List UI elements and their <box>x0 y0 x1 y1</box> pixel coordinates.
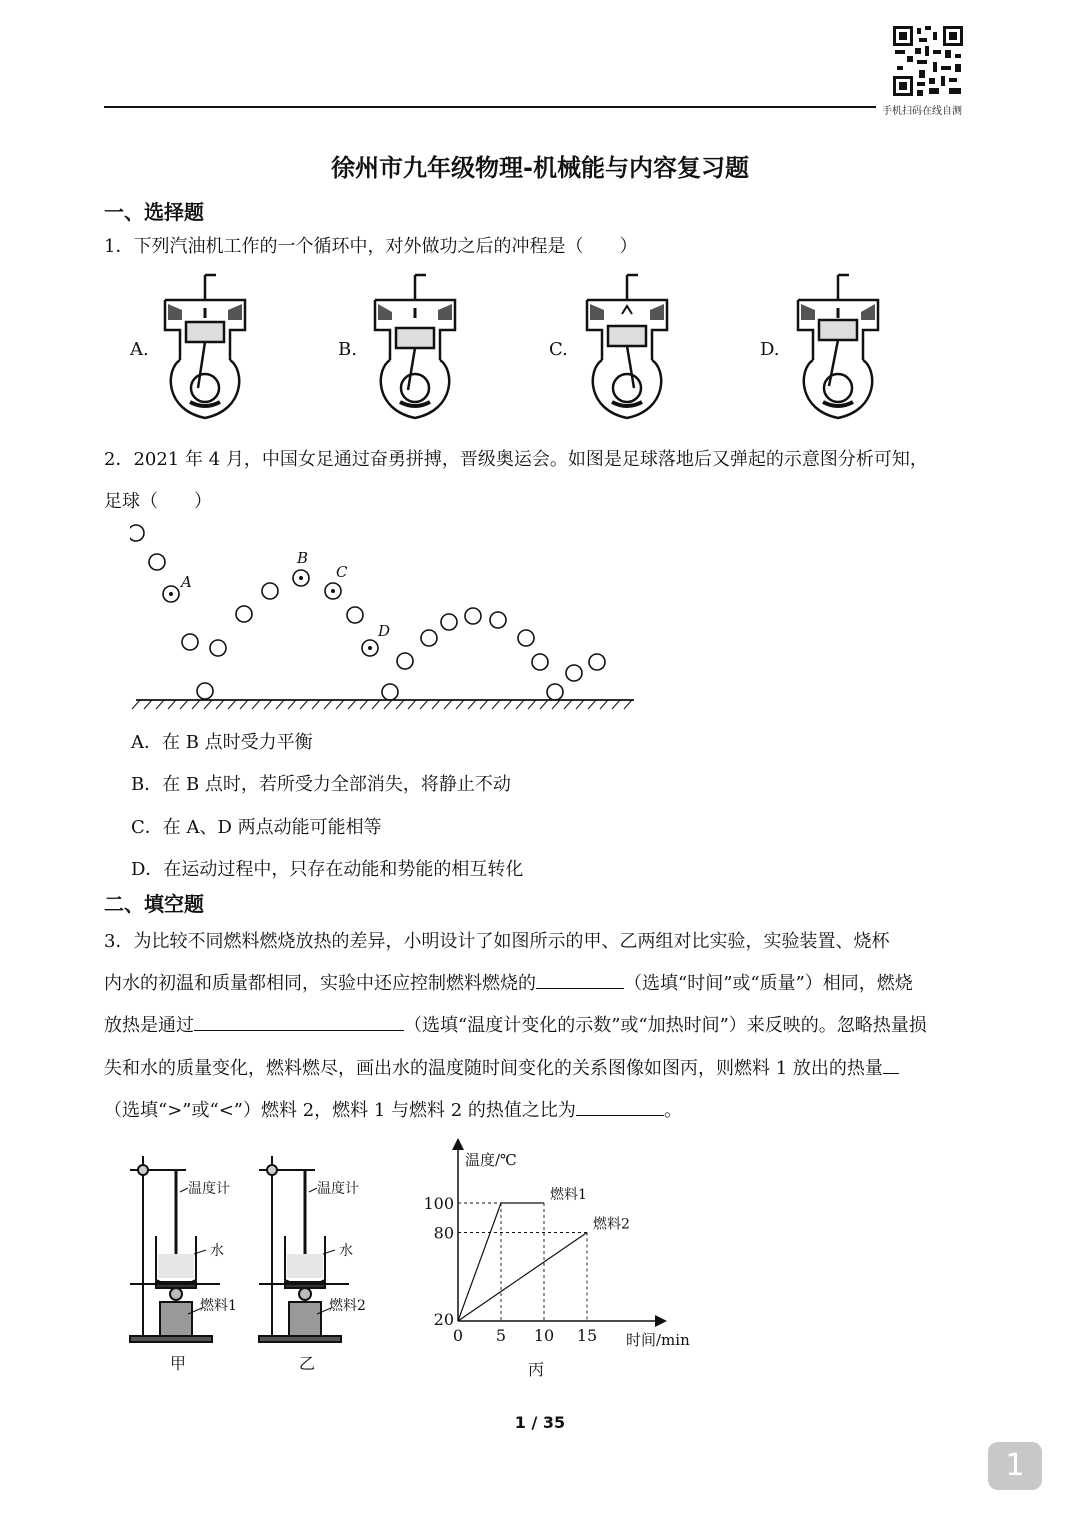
qr-caption: 手机扫码在线自测 <box>882 106 962 117</box>
series-line-2 <box>458 1233 587 1322</box>
q1-option-label-a: A. <box>130 339 149 360</box>
q2-option-d: D．在运动过程中，只存在动能和势能的相互转化 <box>131 859 524 880</box>
question-3-line1: 3．为比较不同燃料燃烧放热的差异，小明设计了如图所示的甲、乙两组对比实验，实验装置、烧杯 <box>104 931 890 952</box>
q2-option-c: C．在 A、D 两点动能可能相等 <box>131 817 382 838</box>
x-tick-label-10: 10 <box>533 1326 555 1345</box>
ball-bounce-diagram <box>130 520 640 710</box>
question-2-stem-line1: 2．2021 年 4 月，中国女足通过奋勇拼搏，晋级奥运会。如图是足球落地后又弹起的示意图分析可知， <box>104 449 928 470</box>
y-tick-label-80: 80 <box>433 1223 454 1243</box>
series-label-1: 燃料1 <box>550 1187 587 1203</box>
answer-blank-2 <box>194 1012 404 1031</box>
engine-diagram-b <box>370 270 460 425</box>
q1-option-label-b: B. <box>338 339 357 360</box>
jia-water-label: 水 <box>210 1243 224 1259</box>
engine-diagram-c <box>582 270 672 425</box>
engine-diagram-d <box>793 270 883 425</box>
ball-point-label-a: A <box>181 573 192 591</box>
section-heading-fill: 二、填空题 <box>104 892 204 916</box>
ball-point-label-c: C <box>336 563 348 581</box>
question-1-stem: 1．下列汽油机工作的一个循环中，对外做功之后的冲程是（ ） <box>104 236 638 257</box>
temperature-time-chart <box>420 1135 710 1380</box>
answer-blank-3 <box>883 1055 899 1074</box>
section-heading-choice: 一、选择题 <box>104 200 204 224</box>
qr-code <box>893 26 963 96</box>
question-3-line5: （选填“>”或“<”）燃料 2，燃料 1 与燃料 2 的热值之比为 。 <box>104 1096 682 1122</box>
yi-fuel-label: 燃料2 <box>329 1298 366 1314</box>
q2-option-a: A．在 B 点时受力平衡 <box>131 732 313 753</box>
document-title: 徐州市九年级物理-机械能与内容复习题 <box>331 154 749 182</box>
question-3-line4: 失和水的质量变化，燃料燃尽，画出水的温度随时间变化的关系图像如图丙，则燃料 1 放出的热量 <box>104 1054 899 1080</box>
x-tick-label-5: 5 <box>495 1326 507 1345</box>
series-line-1 <box>458 1203 544 1321</box>
jia-fuel-label: 燃料1 <box>200 1298 237 1314</box>
x-tick-label-15: 15 <box>576 1326 598 1345</box>
answer-blank-4 <box>576 1097 664 1116</box>
question-3-line2: 内水的初温和质量都相同，实验中还应控制燃料燃烧的 （选填“时间”或“质量”）相同，燃烧 <box>104 969 913 995</box>
page-indicator-badge[interactable]: 1 <box>988 1442 1042 1490</box>
ball-point-label-b: B <box>297 549 309 567</box>
y-axis-label: 温度/℃ <box>465 1151 517 1169</box>
q1-option-label-c: C. <box>549 339 568 360</box>
x-axis-label: 时间/min <box>626 1331 690 1349</box>
question-3-line3: 放热是通过 （选填“温度计变化的示数”或“加热时间”）来反映的。忽略热量损 <box>104 1011 927 1037</box>
x-tick-label-0: 0 <box>452 1326 464 1345</box>
q2-option-b: B．在 B 点时，若所受力全部消失，将静止不动 <box>131 774 511 795</box>
engine-diagram-a <box>160 270 250 425</box>
yi-thermometer-label: 温度计 <box>317 1181 359 1197</box>
page-number: 1 / 35 <box>514 1413 566 1432</box>
question-2-stem-line2: 足球（ ） <box>104 491 212 512</box>
yi-water-label: 水 <box>339 1243 353 1259</box>
y-tick-label-100: 100 <box>423 1194 454 1213</box>
yi-caption: 乙 <box>299 1354 316 1373</box>
apparatus-yi <box>257 1148 377 1373</box>
jia-caption: 甲 <box>170 1354 187 1373</box>
ball-point-label-d: D <box>378 622 391 640</box>
q1-option-label-d: D. <box>760 339 780 360</box>
chart-caption: 丙 <box>528 1360 545 1379</box>
y-tick-label-20: 20 <box>433 1310 454 1329</box>
answer-blank-1 <box>536 970 624 989</box>
jia-thermometer-label: 温度计 <box>188 1181 230 1197</box>
apparatus-jia <box>128 1148 248 1373</box>
series-label-2: 燃料2 <box>593 1216 630 1233</box>
header-rule <box>104 106 876 108</box>
